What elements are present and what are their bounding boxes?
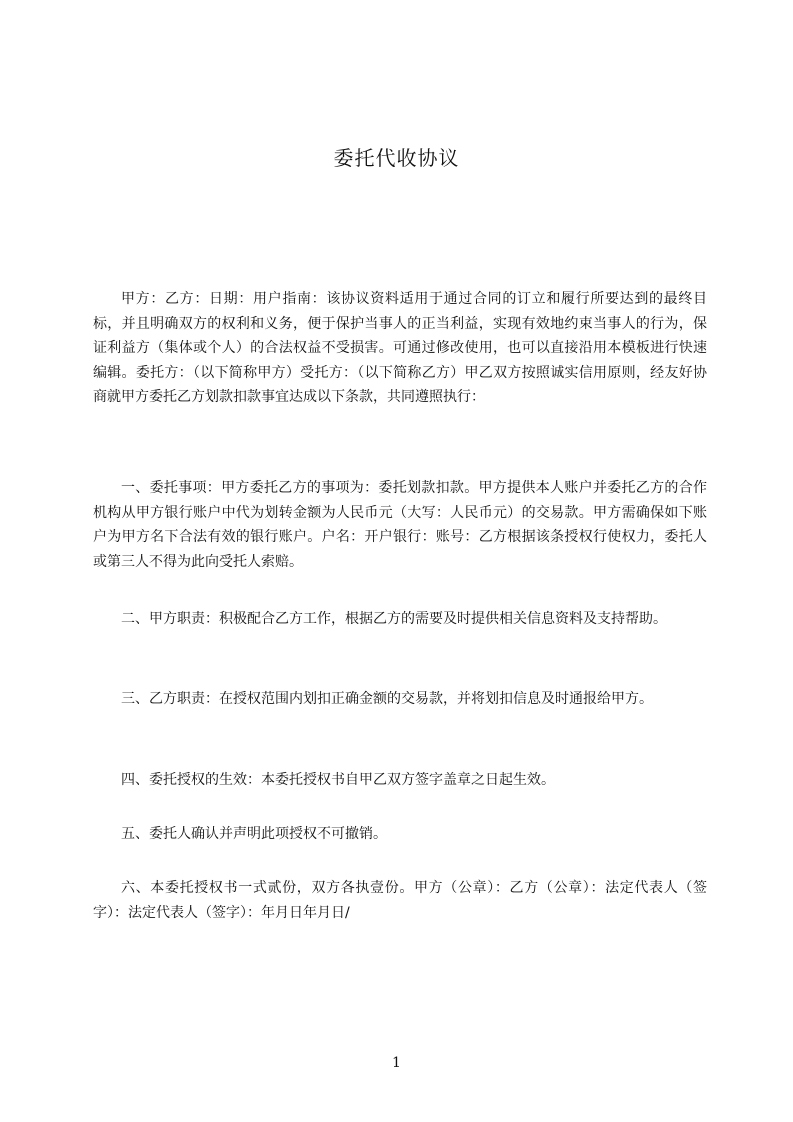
- clause-5-paragraph: 五、委托人确认并声明此项授权不可撤销。: [121, 826, 387, 842]
- clause-1-paragraph: 一、委托事项：甲方委托乙方的事项为：委托划款扣款。甲方提供本人账户并委托乙方的合作机构从甲方银行账户中代为划转金额为人民币元（大写：人民币元）的交易款。甲方需确保如下账户为甲方名下合法有效的银行账户。户名：开户银行：账号：乙方根据该条授权行使权力，委托人或第三人不得为此向受托人索赔。: [93, 480, 707, 570]
- clause-6-paragraph: 六、本委托授权书一式贰份，双方各执壹份。甲方（公章）：乙方（公章）：法定代表人（签字）：法定代表人（签字）：年月日年月日/: [93, 880, 707, 921]
- clause-3-paragraph: 三、乙方职责：在授权范围内划扣正确金额的交易款，并将划扣信息及时通报给甲方。: [121, 691, 653, 707]
- page-number: 1: [392, 1055, 401, 1071]
- document-title: 委托代收协议: [333, 146, 460, 170]
- intro-paragraph: 甲方：乙方：日期：用户指南：该协议资料适用于通过合同的订立和履行所要达到的最终目标，并且明确双方的权利和义务，便于保护当事人的正当利益，实现有效地约束当事人的行为，保证利益方（集体或个人）的合法权益不受损害。可通过修改使用，也可以直接沿用本模板进行快速编辑。委托方：（以下简称甲方）受托方：（以下简称乙方）甲乙双方按照诚实信用原则，经友好协商就甲方委托乙方划款扣款事宜达成以下条款，共同遵照执行：: [93, 291, 707, 405]
- clause-4-paragraph: 四、委托授权的生效：本委托授权书自甲乙双方签字盖章之日起生效。: [121, 772, 555, 788]
- clause-2-paragraph: 二、甲方职责：积极配合乙方工作，根据乙方的需要及时提供相关信息资料及支持帮助。: [121, 611, 667, 627]
